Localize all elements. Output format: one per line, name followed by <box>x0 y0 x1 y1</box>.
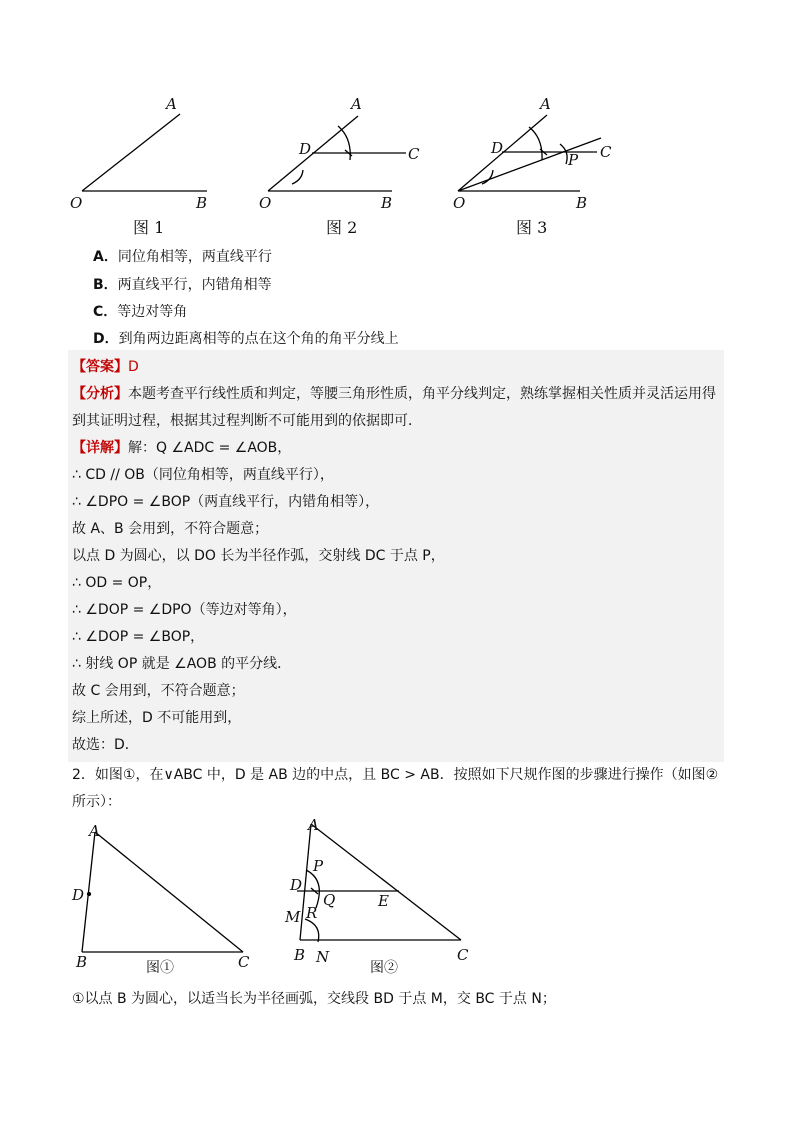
figure-1-lines <box>82 114 207 191</box>
question2-line-2: 所示）： <box>72 794 121 810</box>
fig1-label-b: B <box>196 194 208 212</box>
option-a-text: 同位角相等，两直线平行 <box>117 249 272 265</box>
fig3-label-d: D <box>491 139 504 157</box>
bfig1-caption: 图① <box>146 960 174 976</box>
detail-line-1 <box>72 437 291 457</box>
bfig2-label-p: P <box>313 857 324 875</box>
detail-line-8: ∴ ∠DOP = ∠BOP， <box>72 629 205 645</box>
fig2-label-d: D <box>299 140 312 158</box>
bfig2-label-m: M <box>285 908 301 926</box>
detail-text-1: 解：Q ∠ADC = ∠AOB， <box>128 440 292 456</box>
detail-line-6: ∴ OD = OP， <box>72 575 162 591</box>
fig3-caption: 图 3 <box>516 218 548 237</box>
fig1-label-a: A <box>166 95 177 113</box>
fig3-label-a: A <box>540 95 551 113</box>
bfig1-label-b: B <box>76 953 88 971</box>
answer-tag: 【答案】 <box>72 359 128 375</box>
option-d-letter: D． <box>93 331 119 347</box>
bottom-figures <box>0 810 794 980</box>
question2-step-1: ①以点 B 为圆心，以适当长为半径画弧，交线段 BD 于点 M，交 BC 于点 N； <box>72 991 556 1007</box>
detail-line-3: ∴ ∠DPO = ∠BOP（两直线平行，内错角相等）， <box>72 494 380 510</box>
option-d-text: 到角两边距离相等的点在这个角的角平分线上 <box>118 331 399 347</box>
bfig2-label-b: B <box>294 946 306 964</box>
fig2-label-a: A <box>351 95 362 113</box>
bfig2-label-e: E <box>378 892 389 910</box>
figure-bottom-1-lines <box>82 832 243 952</box>
answer-value: D <box>128 359 139 375</box>
detail-line-10: 故 C 会用到，不符合题意； <box>72 683 245 699</box>
bfig2-caption: 图② <box>370 960 398 976</box>
analysis-line-1 <box>72 383 716 403</box>
fig1-caption: 图 1 <box>133 218 165 237</box>
fig2-label-c: C <box>408 145 420 163</box>
answer-line <box>72 356 139 376</box>
option-b <box>93 274 272 294</box>
fig3-label-b: B <box>576 194 588 212</box>
bfig2-label-a: A <box>308 816 319 834</box>
detail-line-12: 故选：D． <box>72 737 139 753</box>
detail-line-11: 综上所述，D 不可能用到， <box>72 710 242 726</box>
bfig2-label-d: D <box>290 876 303 894</box>
figure-3-lines <box>458 115 601 191</box>
detail-line-2: ∴ CD // OB（同位角相等，两直线平行）， <box>72 467 334 483</box>
bfig1-label-d: D <box>72 886 85 904</box>
bfig1-label-a: A <box>89 822 100 840</box>
question2-line-1: 2．如图①，在∨ABC 中，D 是 AB 边的中点，且 BC > AB．按照如下尺规作图的步骤进行操作（如图② <box>72 767 719 783</box>
option-c-text: 等边对等角 <box>117 304 188 320</box>
detail-line-7: ∴ ∠DOP = ∠DPO（等边对等角）， <box>72 602 297 618</box>
detail-line-5: 以点 D 为圆心，以 DO 长为半径作弧，交射线 DC 于点 P， <box>72 548 445 564</box>
fig2-label-b: B <box>381 194 393 212</box>
bfig2-label-c: C <box>457 946 469 964</box>
detail-line-4: 故 A、B 会用到，不符合题意； <box>72 521 269 537</box>
option-b-text: 两直线平行，内错角相等 <box>117 277 272 293</box>
fig3-label-p: P <box>568 151 579 169</box>
fig3-label-o: O <box>453 194 466 212</box>
bfig2-label-q: Q <box>323 891 336 909</box>
fig1-label-o: O <box>70 194 83 212</box>
option-a-letter: A． <box>93 249 118 265</box>
analysis-line-2: 到其证明过程，根据其过程判断不可能用到的依据即可． <box>72 413 422 429</box>
analysis-tag: 【分析】 <box>72 386 128 402</box>
option-d <box>93 328 399 348</box>
figure-2-lines <box>268 116 406 191</box>
option-a <box>93 246 272 266</box>
option-b-letter: B． <box>93 277 118 293</box>
bfig1-label-c: C <box>238 953 250 971</box>
bfig2-label-n: N <box>316 948 330 966</box>
detail-line-9: ∴ 射线 OP 就是 ∠AOB 的平分线． <box>72 656 292 672</box>
detail-tag: 【详解】 <box>72 440 128 456</box>
top-figures <box>0 0 794 240</box>
option-c <box>93 301 187 321</box>
option-c-letter: C． <box>93 304 118 320</box>
fig3-label-c: C <box>600 143 612 161</box>
bfig2-label-r: R <box>306 904 318 922</box>
analysis-text-1: 本题考查平行线性质和判定，等腰三角形性质，角平分线判定，熟练掌握相关性质并灵活运用得 <box>128 386 716 402</box>
figure-bottom-2-lines <box>297 824 461 942</box>
fig2-caption: 图 2 <box>326 218 358 237</box>
fig2-label-o: O <box>259 194 272 212</box>
